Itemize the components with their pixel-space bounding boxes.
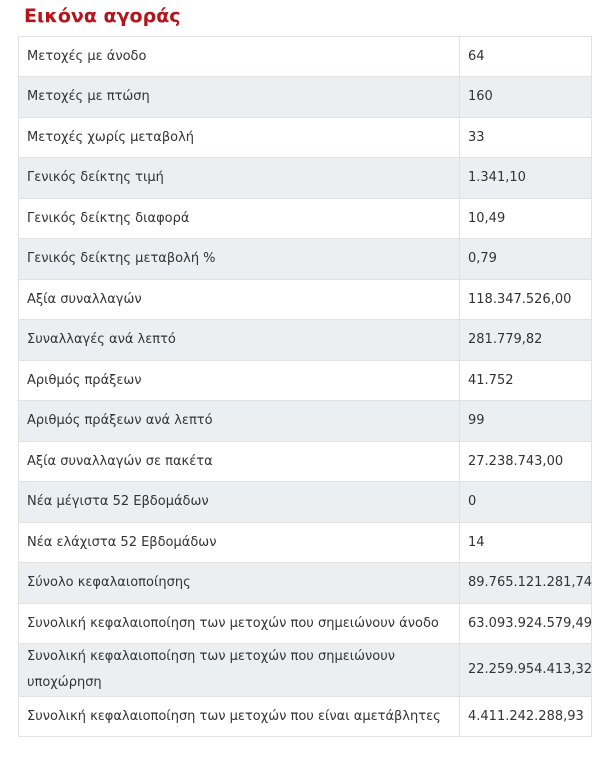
- row-value: 0: [460, 482, 592, 523]
- table-row: [19, 442, 592, 482]
- row-label: Αριθμός πράξεων: [19, 361, 460, 401]
- row-value: 64: [460, 37, 592, 77]
- row-value: 33: [460, 118, 592, 158]
- table-body: [19, 37, 592, 737]
- row-label: Νέα μέγιστα 52 Εβδομάδων: [19, 482, 460, 523]
- row-value: 41.752: [460, 361, 592, 401]
- row-label: Γενικός δείκτης διαφορά: [19, 199, 460, 239]
- row-value: 281.779,82: [460, 320, 592, 361]
- table-row: [19, 37, 592, 77]
- row-label: Μετοχές με άνοδο: [19, 37, 460, 77]
- table-row: [19, 239, 592, 280]
- row-label: Συνολική κεφαλαιοποίηση των μετοχών που σημειώνουν άνοδο: [19, 604, 460, 644]
- market-overview-table: [18, 36, 592, 737]
- row-value: 27.238.743,00: [460, 442, 592, 482]
- row-value: 4.411.242.288,93: [460, 697, 592, 737]
- row-label: Σύνολο κεφαλαιοποίησης: [19, 563, 460, 604]
- table-row: [19, 361, 592, 401]
- row-value: 14: [460, 523, 592, 563]
- row-label: Γενικός δείκτης μεταβολή %: [19, 239, 460, 280]
- row-label: Μετοχές χωρίς μεταβολή: [19, 118, 460, 158]
- row-label: Αξία συναλλαγών: [19, 280, 460, 320]
- row-label: Μετοχές με πτώση: [19, 77, 460, 118]
- table-row: [19, 563, 592, 604]
- row-value: 1.341,10: [460, 158, 592, 199]
- row-label: Γενικός δείκτης τιμή: [19, 158, 460, 199]
- row-label: Συναλλαγές ανά λεπτό: [19, 320, 460, 361]
- row-value: 118.347.526,00: [460, 280, 592, 320]
- row-label: Αριθμός πράξεων ανά λεπτό: [19, 401, 460, 442]
- table-row: [19, 644, 592, 697]
- table-row: [19, 401, 592, 442]
- table-row: [19, 482, 592, 523]
- table-row: [19, 523, 592, 563]
- row-value: 160: [460, 77, 592, 118]
- page-title: Εικόνα αγοράς: [24, 5, 181, 27]
- row-value: 89.765.121.281,74: [460, 563, 592, 604]
- table-row: [19, 280, 592, 320]
- row-value: 22.259.954.413,32: [460, 644, 592, 697]
- table-row: [19, 320, 592, 361]
- table-row: [19, 604, 592, 644]
- table-row: [19, 77, 592, 118]
- row-value: 10,49: [460, 199, 592, 239]
- row-label: Νέα ελάχιστα 52 Εβδομάδων: [19, 523, 460, 563]
- row-value: 99: [460, 401, 592, 442]
- row-label: Αξία συναλλαγών σε πακέτα: [19, 442, 460, 482]
- row-value: 63.093.924.579,49: [460, 604, 592, 644]
- table-row: [19, 158, 592, 199]
- row-label: Συνολική κεφαλαιοποίηση των μετοχών που σημειώνουν υποχώρηση: [19, 644, 460, 697]
- table-row: [19, 697, 592, 737]
- row-label: Συνολική κεφαλαιοποίηση των μετοχών που είναι αμετάβλητες: [19, 697, 460, 737]
- table-row: [19, 199, 592, 239]
- row-value: 0,79: [460, 239, 592, 280]
- table-row: [19, 118, 592, 158]
